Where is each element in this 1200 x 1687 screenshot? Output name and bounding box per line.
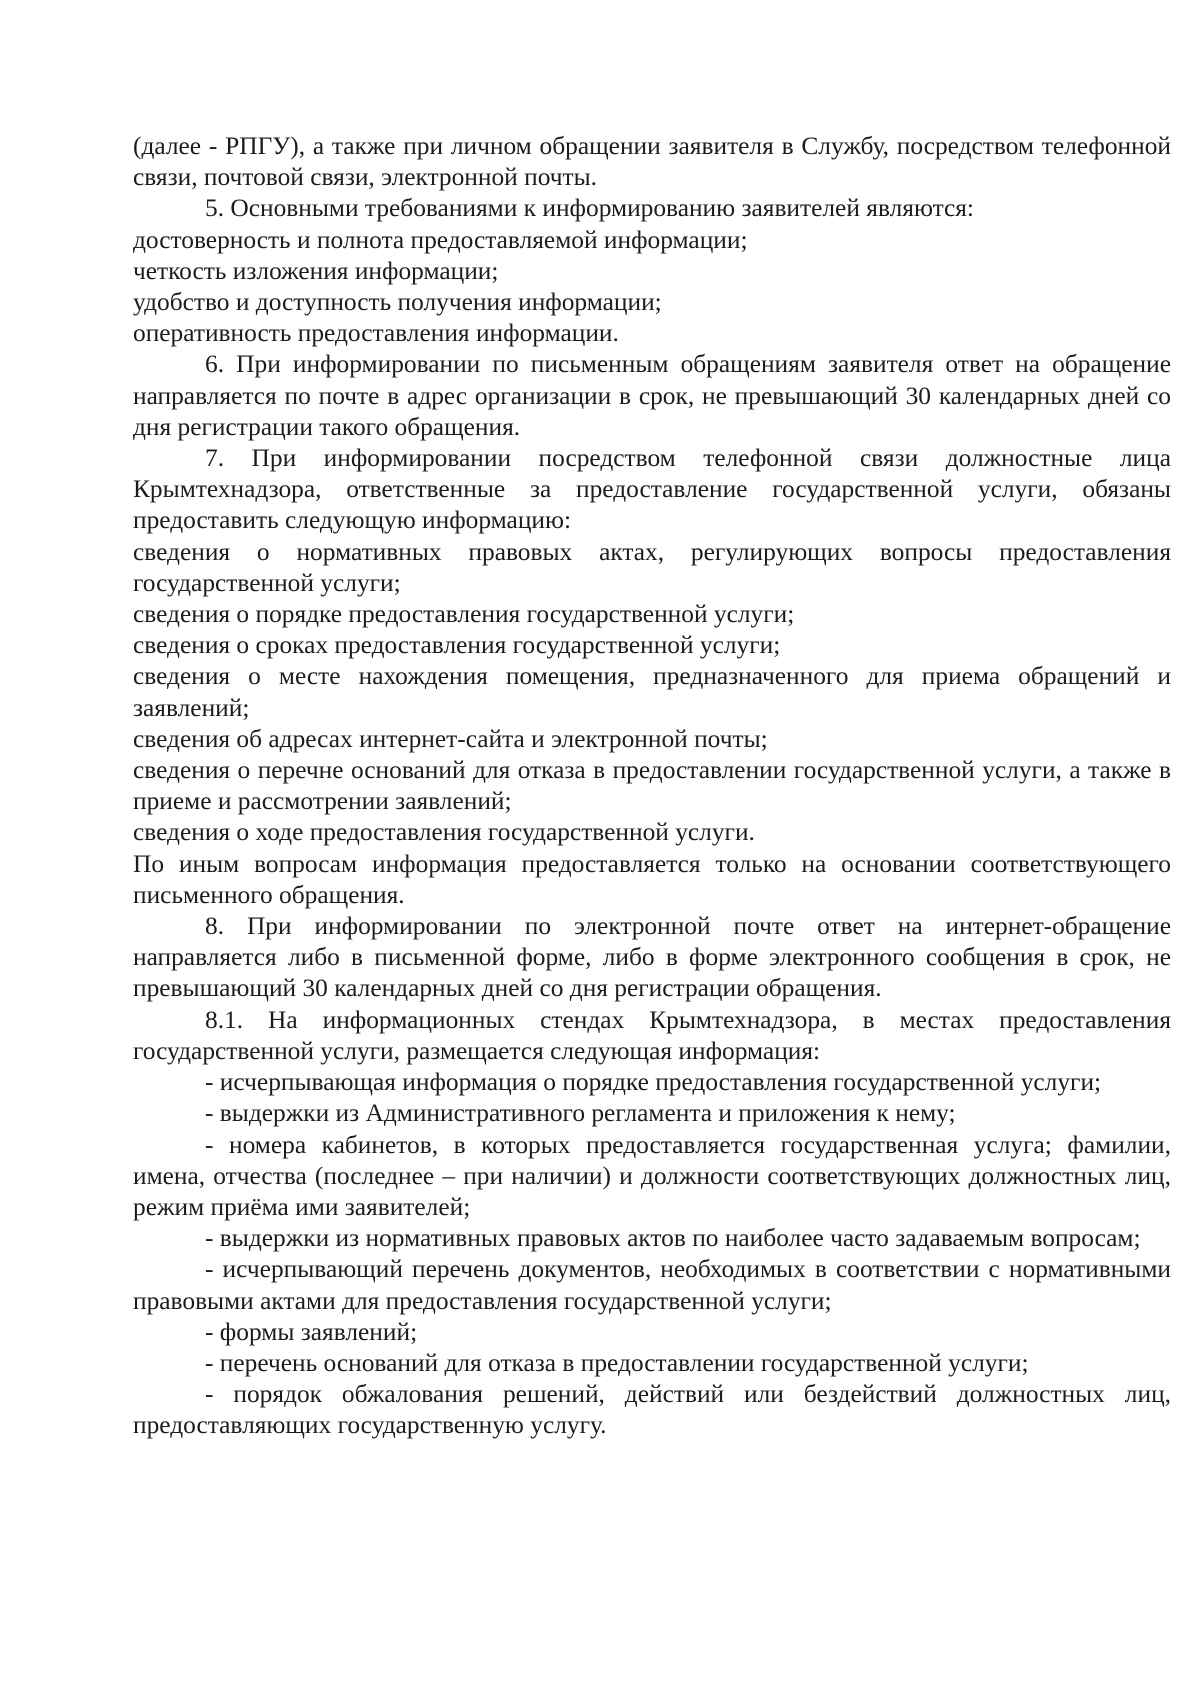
information-item: сведения о сроках предоставления государственной услуги; bbox=[133, 631, 781, 660]
requirement-item: оперативность предоставления информации. bbox=[133, 319, 619, 348]
information-item: сведения об адресах интернет-сайта и электронной почты; bbox=[133, 724, 768, 753]
information-item: сведения о порядке предоставления государственной услуги; bbox=[133, 600, 795, 629]
stand-information-item: - выдержки из нормативных правовых актов по наиболее часто задаваемым вопросам; bbox=[205, 1224, 1141, 1253]
stand-information-item: - выдержки из Административного регламента и приложения к нему; bbox=[205, 1099, 956, 1128]
stand-information-item: - номера кабинетов, в которых предоставляется государственная услуга; фамилии, имена, отчества (последнее – при наличии) и должности соответствующих должностных лиц, режим приёма ими заявителей; bbox=[133, 1130, 1171, 1221]
information-item: сведения о месте нахождения помещения, предназначенного для приема обращений и заявлений; bbox=[133, 662, 1171, 722]
stand-information-item: - формы заявлений; bbox=[205, 1317, 418, 1346]
information-item: сведения о ходе предоставления государственной услуги. bbox=[133, 818, 755, 847]
paragraph-5-requirements: 5. Основными требованиями к информированию заявителей являются: bbox=[205, 194, 974, 223]
requirement-item: достоверность и полнота предоставляемой информации; bbox=[133, 225, 748, 254]
paragraph-8-1-information-stands: 8.1. На информационных стендах Крымтехнадзора, в местах предоставления государственной услуги, размещается следующая информация: bbox=[133, 1005, 1171, 1065]
requirement-item: четкость изложения информации; bbox=[133, 256, 499, 285]
paragraph-8-email-information: 8. При информировании по электронной почте ответ на интернет-обращение направляется либо в письменной форме, либо в форме электронного сообщения в срок, не превышающий 30 календарных дней со дня регистрации обращения. bbox=[133, 912, 1171, 1003]
paragraph-rpgu-continuation: (далее - РПГУ), а также при личном обращении заявителя в Службу, посредством телефонной связи, почтовой связи, электронной почты. bbox=[133, 132, 1171, 192]
requirement-item: удобство и доступность получения информации; bbox=[133, 288, 662, 317]
information-item: сведения о перечне оснований для отказа в предоставлении государственной услуги, а также в приеме и рассмотрении заявлений; bbox=[133, 756, 1171, 816]
paragraph-7-phone-information: 7. При информировании посредством телефонной связи должностные лица Крымтехнадзора, ответственные за предоставление государственной услуги, обязаны предоставить следующую информацию: bbox=[133, 444, 1171, 535]
stand-information-item: - исчерпывающий перечень документов, необходимых в соответствии с нормативными правовыми актами для предоставления государственной услуги; bbox=[133, 1255, 1171, 1315]
stand-information-item: - перечень оснований для отказа в предоставлении государственной услуги; bbox=[205, 1348, 1029, 1377]
information-item: сведения о нормативных правовых актах, регулирующих вопросы предоставления государственной услуги; bbox=[133, 537, 1171, 597]
document-body bbox=[133, 131, 1171, 1442]
paragraph-other-questions: По иным вопросам информация предоставляется только на основании соответствующего письменного обращения. bbox=[133, 849, 1171, 909]
stand-information-item: - порядок обжалования решений, действий или бездействий должностных лиц, предоставляющих государственную услугу. bbox=[133, 1380, 1171, 1440]
paragraph-6-written-requests: 6. При информировании по письменным обращениям заявителя ответ на обращение направляется по почте в адрес организации в срок, не превышающий 30 календарных дней со дня регистрации такого обращения. bbox=[133, 350, 1171, 441]
stand-information-item: - исчерпывающая информация о порядке предоставления государственной услуги; bbox=[205, 1068, 1102, 1097]
